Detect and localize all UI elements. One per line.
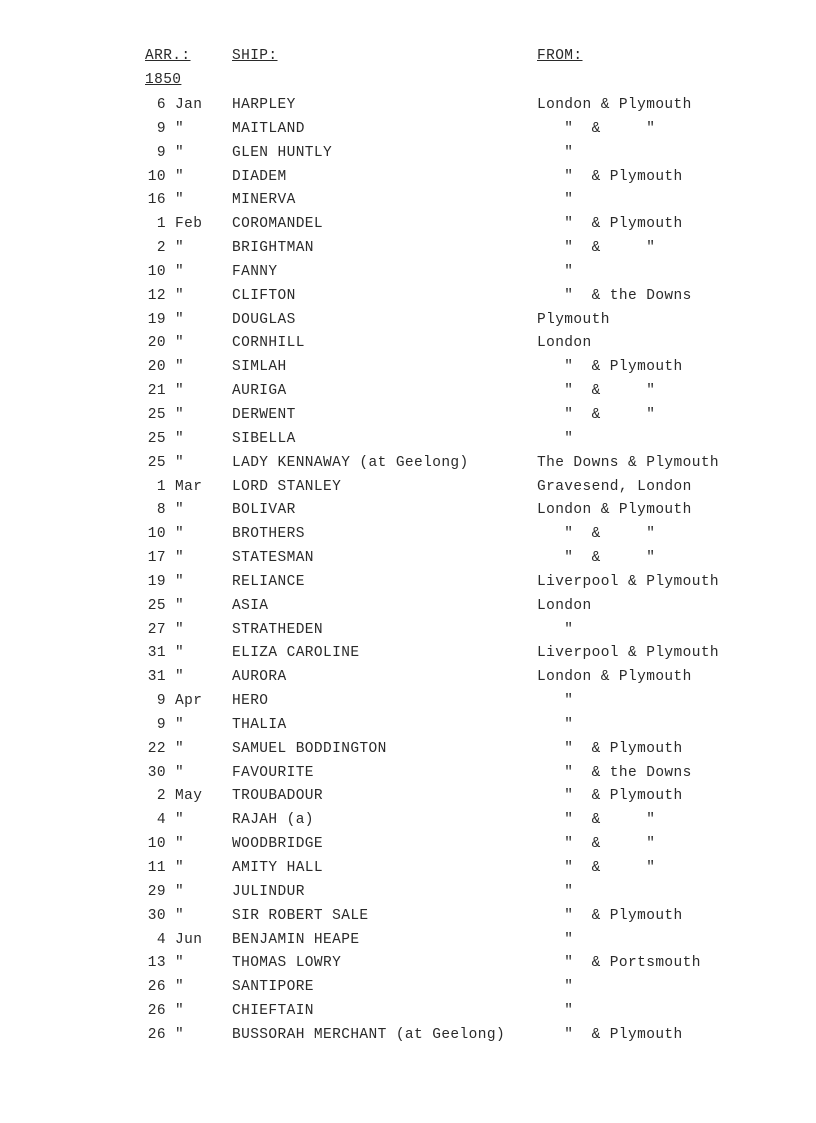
departure-port: " & Plymouth [537,907,683,924]
ship-column-header: SHIP: [232,48,278,64]
ship-name: CHIEFTAIN [232,1003,314,1020]
from-column-header: FROM: [537,48,583,64]
arrival-row [0,621,816,645]
arrival-month: " [175,383,185,400]
ship-name: SIMLAH [232,359,287,376]
arrival-month: " [175,1026,185,1043]
departure-port: " & " [537,526,656,543]
arrival-row [0,668,816,692]
arrival-row [0,716,816,740]
arrival-month: " [175,287,185,304]
ship-name: BENJAMIN HEAPE [232,931,360,948]
arrival-month: " [175,335,185,352]
arrival-row [0,96,816,120]
arrival-month: " [175,812,185,829]
arrival-row [0,215,816,239]
arrival-row [0,811,816,835]
ship-name: BROTHERS [232,526,305,543]
arrival-day: 22 [147,740,166,757]
departure-port: " [537,263,574,280]
departure-port: " [537,621,574,638]
arrival-row [0,764,816,788]
arrival-month: " [175,740,185,757]
ship-name: FANNY [232,263,278,280]
departure-port: " & Plymouth [537,788,683,805]
departure-port: " [537,693,574,710]
arrival-day: 19 [147,311,166,328]
arrival-row [0,334,816,358]
arrival-day: 20 [147,335,166,352]
arrival-row [0,382,816,406]
ship-name: RAJAH (a) [232,812,314,829]
arrival-row [0,406,816,430]
ship-name: AMITY HALL [232,860,324,876]
arrival-row [0,191,816,215]
ship-name: THALIA [232,716,287,733]
arrival-month: " [175,120,185,137]
departure-port: " & Plymouth [537,168,683,185]
arrival-month: Mar [175,478,203,495]
arrival-row [0,501,816,525]
arrival-day: 11 [147,860,166,876]
ship-name: AURIGA [232,383,287,400]
arrival-row [0,907,816,931]
ship-name: TROUBADOUR [232,788,324,805]
arrival-month: " [175,526,185,543]
arrival-month: " [175,955,185,972]
arrival-row [0,549,816,573]
arrival-day: 30 [147,907,166,924]
arrival-day: 4 [156,931,166,948]
arrival-column-header: ARR.: [145,48,191,64]
arrival-month: " [175,860,185,876]
departure-port: " & " [537,240,656,257]
arrival-day: 12 [147,287,166,304]
arrival-month: " [175,907,185,924]
ship-name: GLEN HUNTLY [232,144,333,161]
departure-port: London & Plymouth [537,502,692,519]
departure-port: " [537,430,574,447]
arrival-month: Jun [175,931,203,948]
departure-port: London & Plymouth [537,97,692,113]
arrival-row [0,740,816,764]
arrival-day: 26 [147,979,166,996]
arrival-row [0,311,816,335]
arrival-row [0,287,816,311]
arrival-month: " [175,979,185,996]
departure-port: Gravesend, London [537,478,692,495]
arrival-day: 25 [147,406,166,423]
arrivals-list [0,96,816,1050]
arrival-month: " [175,502,185,519]
ship-name: HERO [232,693,269,710]
ship-name: SIBELLA [232,430,296,447]
ship-name: SANTIPORE [232,979,314,996]
arrival-day: 21 [147,383,166,400]
arrival-month: " [175,621,185,638]
ship-name: SAMUEL BODDINGTON [232,740,387,757]
departure-port: " & " [537,406,656,423]
ship-name: FAVOURITE [232,764,314,781]
arrival-day: 8 [156,502,166,519]
arrival-day: 2 [156,788,166,805]
arrival-day: 26 [147,1003,166,1020]
arrival-day: 27 [147,621,166,638]
arrival-month: " [175,359,185,376]
departure-port: " [537,979,574,996]
arrival-day: 17 [147,550,166,567]
year-heading: 1850 [145,72,182,88]
departure-port: London [537,597,592,614]
arrival-row [0,597,816,621]
arrival-day: 9 [156,120,166,137]
departure-port: " & Plymouth [537,359,683,376]
arrival-month: " [175,430,185,447]
arrival-day: 31 [147,645,166,662]
arrival-row [0,144,816,168]
arrival-day: 25 [147,430,166,447]
departure-port: " & " [537,120,656,137]
ship-name: STATESMAN [232,550,314,567]
arrival-month: " [175,263,185,280]
arrival-day: 31 [147,669,166,686]
arrival-month: " [175,645,185,662]
departure-port: " & " [537,550,656,567]
ship-name: DERWENT [232,406,296,423]
arrival-row [0,430,816,454]
arrival-row [0,692,816,716]
departure-port: " & " [537,383,656,400]
departure-port: " & Plymouth [537,1026,683,1043]
departure-port: " [537,1003,574,1020]
arrival-row [0,978,816,1002]
ship-name: CORNHILL [232,335,305,352]
arrival-day: 1 [156,478,166,495]
arrival-row [0,358,816,382]
departure-port: " & Portsmouth [537,955,701,972]
departure-port: " & the Downs [537,764,692,781]
departure-port: Plymouth [537,311,610,328]
arrival-day: 20 [147,359,166,376]
arrival-month: " [175,192,185,209]
departure-port: " & the Downs [537,287,692,304]
arrival-month: Apr [175,693,203,710]
departure-port: " & " [537,812,656,829]
arrival-day: 9 [156,716,166,733]
arrival-month: " [175,883,185,900]
ship-name: SIR ROBERT SALE [232,907,369,924]
ship-name: LORD STANLEY [232,478,342,495]
arrival-row [0,835,816,859]
arrival-row [0,525,816,549]
departure-port: Liverpool & Plymouth [537,573,720,590]
ship-name: MAITLAND [232,120,305,137]
arrival-day: 9 [156,144,166,161]
arrival-row [0,478,816,502]
departure-port: " & " [537,860,656,876]
departure-port: " [537,192,574,209]
ship-name: BRIGHTMAN [232,240,314,257]
departure-port: " [537,883,574,900]
arrival-row [0,883,816,907]
ship-name: RELIANCE [232,573,305,590]
ship-name: BOLIVAR [232,502,296,519]
arrival-row [0,239,816,263]
departure-port: London & Plymouth [537,669,692,686]
arrival-month: Feb [175,216,203,233]
arrival-day: 25 [147,454,166,471]
arrival-month: " [175,406,185,423]
arrival-month: " [175,550,185,567]
arrival-day: 16 [147,192,166,209]
ship-name: THOMAS LOWRY [232,955,342,972]
arrival-row [0,573,816,597]
arrival-month: " [175,669,185,686]
arrival-day: 2 [156,240,166,257]
departure-port: " & " [537,836,656,853]
departure-port: " [537,716,574,733]
arrival-row [0,120,816,144]
ship-name: LADY KENNAWAY (at Geelong) [232,454,469,471]
arrival-day: 25 [147,597,166,614]
ship-name: ELIZA CAROLINE [232,645,360,662]
arrival-month: " [175,454,185,471]
arrival-row [0,931,816,955]
arrival-day: 10 [147,526,166,543]
ship-name: MINERVA [232,192,296,209]
arrival-month: Jan [175,97,203,113]
arrival-day: 10 [147,168,166,185]
arrival-month: " [175,597,185,614]
departure-port: London [537,335,592,352]
departure-port: Liverpool & Plymouth [537,645,720,662]
departure-port: " & Plymouth [537,740,683,757]
ship-name: DOUGLAS [232,311,296,328]
ship-name: BUSSORAH MERCHANT (at Geelong) [232,1026,506,1043]
departure-port: " [537,931,574,948]
ship-name: HARPLEY [232,97,296,113]
ship-name: ASIA [232,597,269,614]
arrival-day: 10 [147,263,166,280]
arrival-month: " [175,240,185,257]
ship-name: WOODBRIDGE [232,836,324,853]
ship-name: COROMANDEL [232,216,324,233]
arrival-month: " [175,144,185,161]
arrival-month: " [175,836,185,853]
arrival-month: " [175,1003,185,1020]
arrival-month: " [175,764,185,781]
arrival-month: " [175,716,185,733]
arrival-day: 13 [147,955,166,972]
arrival-day: 1 [156,216,166,233]
arrival-row [0,859,816,883]
arrival-day: 6 [156,97,166,113]
arrival-row [0,644,816,668]
arrival-day: 10 [147,836,166,853]
arrival-day: 29 [147,883,166,900]
departure-port: " [537,144,574,161]
arrival-row [0,787,816,811]
arrival-day: 26 [147,1026,166,1043]
ship-name: AURORA [232,669,287,686]
ship-name: CLIFTON [232,287,296,304]
arrival-row [0,954,816,978]
arrival-row [0,454,816,478]
ship-name: JULINDUR [232,883,305,900]
ship-name: DIADEM [232,168,287,185]
arrival-day: 4 [156,812,166,829]
arrival-row [0,168,816,192]
arrival-row [0,1002,816,1026]
departure-port: " & Plymouth [537,216,683,233]
arrival-day: 30 [147,764,166,781]
arrival-month: " [175,168,185,185]
arrival-row [0,263,816,287]
arrival-day: 9 [156,693,166,710]
arrival-day: 19 [147,573,166,590]
departure-port: The Downs & Plymouth [537,454,720,471]
arrival-month: May [175,788,203,805]
arrival-row [0,1026,816,1050]
ship-name: STRATHEDEN [232,621,324,638]
arrival-month: " [175,573,185,590]
arrival-month: " [175,311,185,328]
